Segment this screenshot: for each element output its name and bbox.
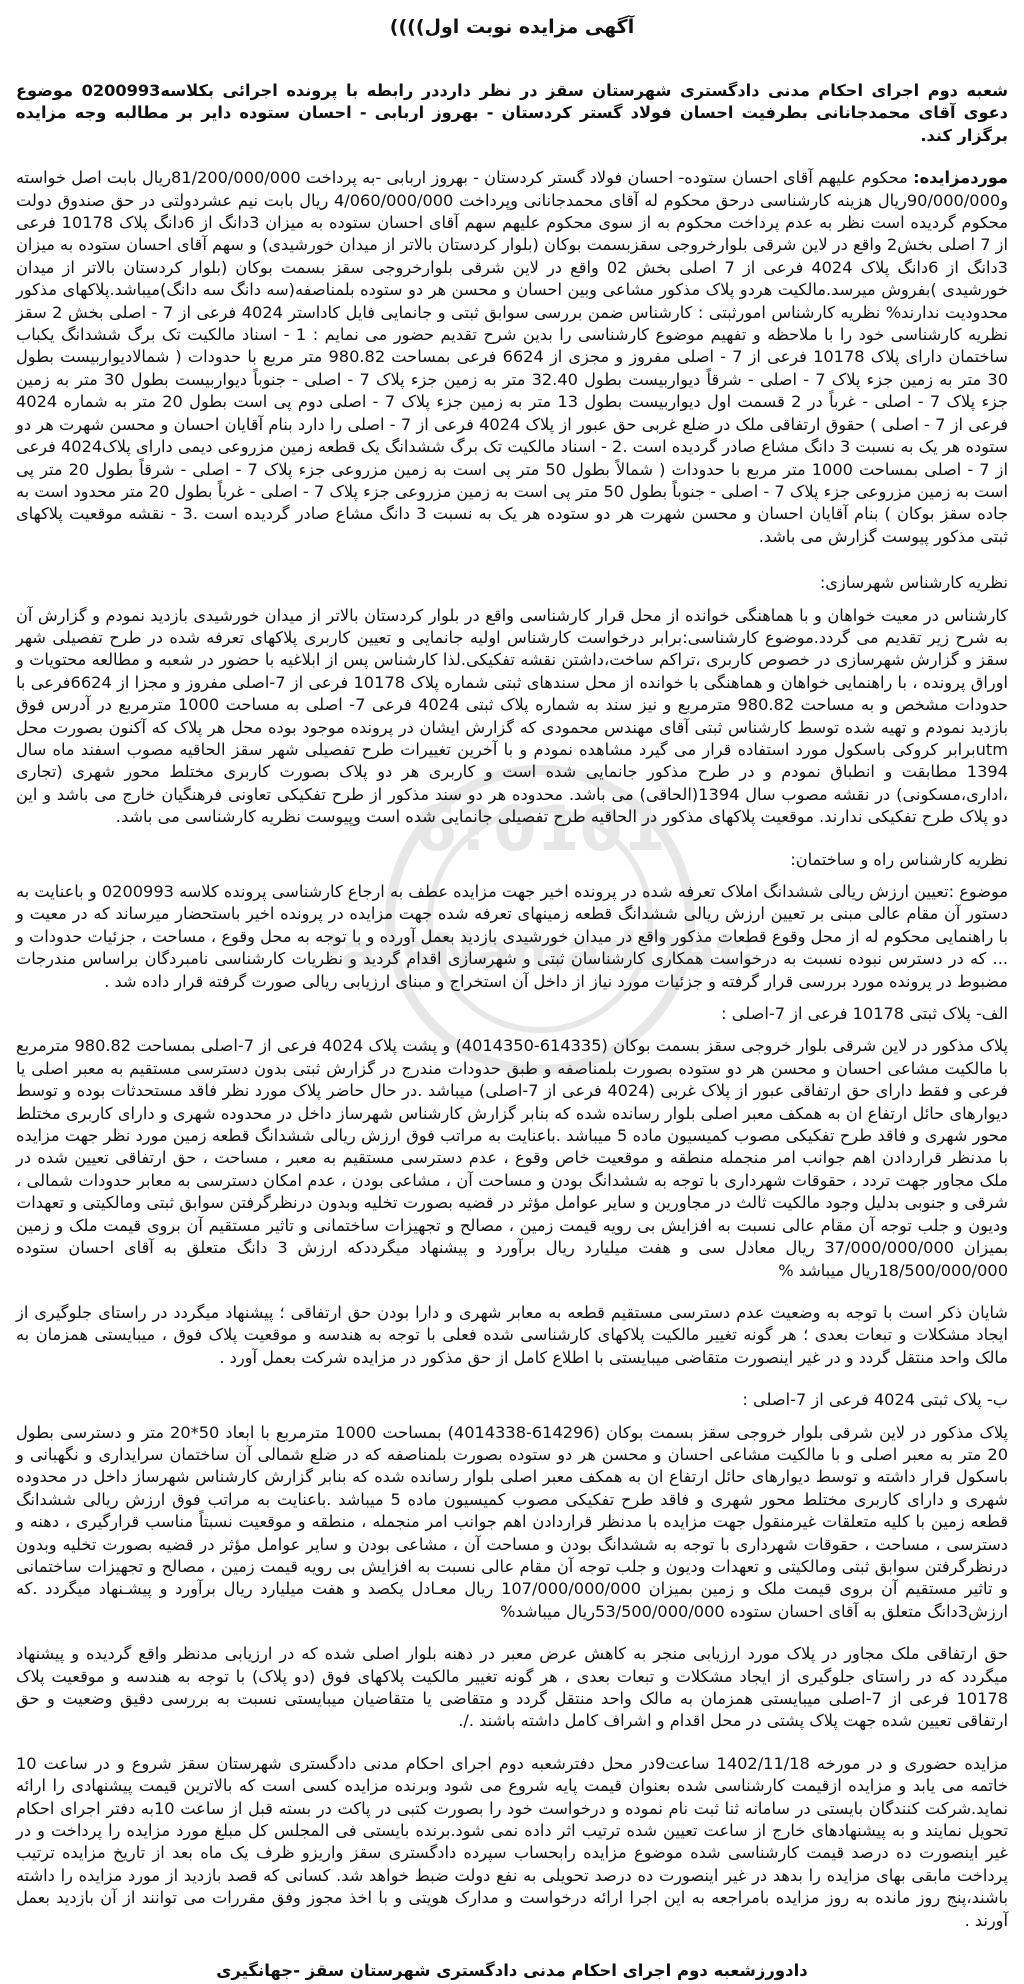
spacer	[16, 993, 1008, 1003]
plot-a-text: پلاک مذکور در لاین شرقی بلوار خروجی سقز بسمت بوکان (614335-4014350) و پشت پلاک 4024 فرعی از 7-اصلی بمساحت 980.82 مترمربع با مالکیت مشاعی احسان و محسن هر دو ستوده بصورت بلمناصفه و طبق حدودات مندرج در گزارش ثبتی بدون دسترسی مستقیم به معبر اصلی یا فرعی و فقط دارای حق ارتفاقی عبور از پلاک غربی (4024 فرعی از 7-اصلی) میباشد .در حال حاضر پلاک مورد نظر فاقد مستحدثات بوده و توسط دیوارهای حائل ارتفاع ان به همکف معبر اصلی بلوار رسانده شده که بنابر گزارش کارشناس شهرساز داخل در محدوده شهری و دارای کاربری مختلط محور شهری و فاقد طرح تفکیکی مصوب کمیسیون ماده 5 میباشد .باعنایت به مراتب فوق ارزش ریالی ششدانگ قطعه زمین مورد نظر جهت مزایده با مدنظر قراردادن اهم جوانب امر منجمله منطقه و موقعیت خاص وقوع ، عدم دسترسی مستقیم به معبر ، مساحت ، حق ارتفاقی تعیین شده در ملک مجاور جهت تردد ، حقوقات شهرداری با توجه به ششدانگ بودن و مساحت آن ، مشاعی بودن ، عدم امکان دسترسی به معابر حدودات شمالی ، شرقی و جنوبی بدلیل وجود مالکیت ثالث در مجاورین و سایر عوامل مؤثر در قضیه بصورت تخلیه وبدون درنظرگرفتن سوابق ثبتی ومالکیتی و تعهدات ودیون و جلب توجه آن مقام عالی نسبت به افزایش بی رویه قیمت زمین ، مصالح و تجهیزات ساختمانی و تاثیر مستقیم آن بروی قیمت ملک و زمین بمیزان 37/000/000/000 ریال معادل سی و هفت میلیارد ریال برآورد و پیشنهاد میگرددکه ارزش 3 دانگ متعلق به آقای احسان ستوده 18/500/000/000ریال میباشد %	[16, 1036, 1008, 1280]
watermark-number: 6?0101	[414, 792, 666, 865]
subject-paragraph	[16, 167, 1008, 548]
plot-b-heading: ب- پلاک ثبتی 4024 فرعی از 7-اصلی :	[742, 1390, 1008, 1410]
spacer	[16, 1733, 1008, 1753]
plot-b-note: حق ارتفاقی ملک مجاور در پلاک مورد ارزیابی منجر به کاهش عرض معبر در دهنه بلوار اصلی شده که در ارزیابی مدنظر واقع گردیده و پیشنهاد میگردد که در راستای جلوگیری از ایجاد مشکلات و تبعات بعدی ، هر گونه تغییر مالکیت پلاکهای فوق (دو پلاک) با توجه به هندسه و موقعیت پلاک 10178 فرعی از 7-اصلی میبایستی همزمان به مالک واحد منتقل گردد و متقاضی یا متقاضیان میبایستی نسبت به بررسی دقیق وضعیت و حق ارتفاقی تعیین شده جهت پلاک پشتی در محل اقدام و اشراف کامل داشته باشند ./.	[16, 1644, 1008, 1731]
plot-a-note: شایان ذکر است با توجه به وضعیت عدم دسترسی مستقیم قطعه به معابر شهری و دارا بودن حق ارتفاقی ؛ پیشنهاد میگردد در راستای جلوگیری از ایجاد مشکلات و تبعات بعدی ؛ هر گونه تغییر مالکیت پلاکهای کارشناسی شده فعلی با توجه به هندسه و موقعیت پلاک فوق ، میبایستی همزمان به مالک واحد منتقل گردد و در غیر اینصورت متقاضی میبایستی با اطلاع کامل از حق مذکور در مزایده شرکت بعمل آورد .	[16, 1302, 1008, 1367]
subject-label: موردمزایده:	[913, 168, 1008, 188]
signature-block	[16, 1958, 1008, 1984]
plot-b-text: پلاک مذکور در لاین شرقی بلوار خروجی سقز بسمت بوکان (614296-4014338) بمساحت 1000 مترمربع با ابعاد 50*20 متر و دسترسی بطول 20 متر به معبر اصلی و با مالکیت مشاعی احسان و محسن هر دو ستوده بصورت بلمناصفه که در ضلع شمالی آن ساختمان سرایداری و نگهبانی و باسکول قرار داشته و توسط دیوارهای حائل ارتفاع ان به همکف معبر اصلی بلوار رسانده شده که بنابر گزارش کارشناس شهرساز داخل در محدوده شهری و دارای کاربری مختلط محور شهری و فاقد طرح تفکیکی مصوب کمیسیون ماده 5 میباشد .باعنایت به مراتب فوق ارزش ریالی ششدانگ قطعه زمین با کلیه متعلقات غیرمنقول جهت مزایده با مدنظر قراردادن اهم جوانب امر منجمله ، منطقه و موقعیت نسبتاً مناسب قرارگیری ، دهنه و دسترسی ، مساحت ، حقوقات شهرداری با توجه به ششدانگ بودن و مساحت آن ، مشاعی بودن و سایر عوامل مؤثر در قضیه بصورت تخلیه وبدون درنظرگرفتن سوابق ثبتی ومالکیتی و تعهدات ودیون و جلب توجه آن مقام عالی نسبت به افزایش بی رویه قیمت زمین ، مصالح و تجهیزات ساختمانی و تاثیر مستقیم آن بروی قیمت ملک و زمین بمیزان 107/000/000/000 ریال معـادل یکصد و هفت میلیارد ریال برآورد و پیشـنهاد میگردد .که ارزش3دانگ متعلق به آقای احسان ستوده 53/500/000/000ریال میباشد%	[16, 1422, 1008, 1621]
notice-intro: شعبه دوم اجرای احکام مدنی دادگستری شهرستان سقز در نظر دارددر رابطه با پرونده اجرائی بکلاسه0200993 موضوع دعوی آقای محمدجانانی بطرفیت احسان فولاد گستر کردستان - بهروز اربابی - احسان ستوده دایر بر مطالبه وجه مزایده برگزار کند.	[16, 81, 1009, 145]
urban-text: کارشناس در معیت خواهان و با هماهنگی خوانده از محل قرار کارشناسی واقع در بلوار کردستان بالاتر از میدان خورشیدی بازدید نمودم و گزارش آن به شرح زیر تقدیم می گردد.موضوع کارشناسی:برابر درخواست کارشناس اولیه جانمایی و تعیین کاربری پلاکهای تعرفه شده در طرح تفصیلی شهر سقز و گزارش شهرسازی در خصوص کاربری ،تراکم ساخت،داشتن نقشه تفکیکی.لذا کارشناس پس از ابلاغیه با حضور در شعبه و مطالعه محتویات و اوراق پرونده ، با راهنمایی خواهان و هماهنگی با خوانده از محل سندهای ثبتی شماره پلاک 10178 فرعی از 7-اصلی مفروز و مجزا از 6624فرعی با حدودات مشخص و به مساحت 980.82 مترمربع و نیز سند به شماره پلاک ثبتی 4024 فرعی 7- اصلی به مساحت 1000 مترمربع در آدرس فوق بازدید نمودم و تهیه شده توسط کارشناس ثبتی آقای مهندس محمودی که گزارش ایشان در پرونده موجود بوده محل هر پلاک که آکنون بصورت محل utmبرابر کروکی باسکول مورد استفاده قرار می گیرد مشاهده نمودم و با آخرین تغییرات طرح تفصیلی شهر سقز الحاقیه مصوب اسفند ماه سال 1394 مطابقت و انطباق نمودم و در طرح مذکور جانمایی شده است و کاربری هر دو پلاک بصورت کاربری مختلط محور شهری (تجاری ،اداری،مسکونی) در نقشه مصوب سال 1394(الحاقی) می باشد. محدوده هر دو سند مذکور از طرح تفکیکی تعاونی فرهنگیان خارج می باشد و این دو پلاک طرح تفکیکی ندارند. موقعیت پلاکهای مذکور در الحاقیه طرح تفصیلی جانمایی شده است وپیوست نظریه کارشناسی می باشد.	[16, 605, 1009, 827]
spacer	[16, 1412, 1008, 1422]
signature-name: -جهانگیری	[216, 1961, 301, 1981]
spacer	[16, 1282, 1008, 1302]
watermark-site: arsNamadData	[340, 923, 750, 983]
signature-title: دادورزشعبه دوم اجرای احکام مدنی دادگستری شهرستان سقز	[305, 1961, 808, 1981]
auction-terms: مزایده حضوری و در مورخه 1402/11/18 ساعت9در محل دفترشعبه دوم اجرای احکام مدنی دادگستری شهرستان سقز شروع و در ساعت 10 خاتمه می یابد و مزایده ازقیمت کارشناسی شده بعنوان قیمت پایه شروع می شود وبرنده مزایده کسی است که بالاترین قیمت پیشنهادی را ارائه نماید.شرکت کنندگان بایستی در سامانه ثنا ثبت نام نموده و درخواست خود را بصورت کتبی در پاکت در بسته قبل از ساعت 10به دفتر اجرای احکام تحویل نمایند و به پیشنهادهای خارج از ساعت تعیین شده ترتیب اثر داده نمی شود.برنده بایستی فی المجلس کل مبلغ مورد مزایده را پرداخت و در غیر اینصورت ده درصد قیمت کارشناسی شده موضوع مزایده رابحساب سپرده دادگستری سقز واریزو ظرف یک ماه بعد از تاریخ مزایده ترتیب پرداخت مابقی بهای مزایده را بدهد در غیر اینصورت ده درصد تحویلی به نفع دولت ضبط خواهد شد. کسانی که قصد بازدید از مورد مزایده را داشته باشند،پنج روز مانده به روز مزایده بامراجعه به این اجرا ارائه درخواست و مدارک هویتی و با اخذ مجوز وفق مقررات می توانند از آن بازدید بعمل آورند .	[16, 1753, 1008, 1930]
plot-a-heading: الف- پلاک ثبتی 10178 فرعی از 7-اصلی :	[721, 1004, 1008, 1024]
building-heading: نظریه کارشناس راه و ساختمان:	[790, 849, 1008, 869]
signature-line	[16, 1958, 1008, 1984]
spacer	[16, 1369, 1008, 1389]
notice-title: آگهی مزایده نوبت اول))))	[389, 16, 635, 38]
spacer	[16, 871, 1008, 881]
spacer	[16, 548, 1008, 572]
building-text: موضوع :تعیین ارزش ریالی ششدانگ املاک تعرفه شده در پرونده اخیر جهت مزایده عطف به ارجاع کارشناسی پرونده کلاسه 0200993 و باعنایت به دستور آن مقام عالی مبنی بر تعیین ارزش ریالی ششدانگ قطعه زمینهای تعرفه شده جهت مزایده در پرونده اخیر باستحضار میرساند که در معیت و با راهنمایی محکوم له از محل وقوع قطعات مذکور واقع در میدان خورشیدی بازدید بعمل آورده و با توجه به محل وقوع ، مساحت ، جزئیات حدودات و ... که در دسترس نبوده نسبت به درخواست همکاری کارشناسان ثبتی و شهرسازی اقدام گردید و نظریات کارشناسی نامبردگان براساس مندرجات مضبوط در پرونده مورد بررسی قرار گرفته و جزئیات مورد نیاز از داخل آن استخراج و مبنای ارزیابی ریالی صورت گرفته قرار داده شد .	[16, 882, 1008, 991]
spacer	[16, 595, 1008, 605]
subject-text: محکوم علیهم آقای احسان ستوده- احسان فولاد گستر کردستان - بهروز اربابی -به پرداخت 81/200/000/000ریال بابت اصل خواسته و90/000/000ریال هزینه کارشناسی درحق محکوم له آقای محمدجانانی وپرداخت 4/060/000/000 ریال بابت نیم عشردولتی در حق صندوق دولت محکوم گردیده است نظر به عدم پرداخت محکوم به از سوی محکوم علیهم سهم آقای احسان ستوده به میزان 3دانگ از 6دانگ پلاک 10178 فرعی از 7 اصلی بخش2 واقع در لاین شرقی بلوارخروجی سقزبسمت بوکان (بلوار کردستان بالاتر از میدان خورشیدی) و سهم آقای احسان ستوده به میزان 3دانگ از 6دانگ پلاک 4024 فرعی از 7 اصلی بخش 02 واقع در لاین شرقی بلوارخروجی سقز بسمت بوکان (بلوار کردستان بالاتر از میدان خورشیدی )بفروش میرسد.مالکیت هردو پلاک مذکور مشاعی وبین احسان و محسن هر دو ستوده بلمناصفه(سه دانگ سه دانگ)میباشد.پلاکهای مذکور محدودیت ندارند% نظریه کارشناس امورثبتی : کارشناس ضمن بررسی سوابق ثبتی و جانمایی فایل کاداستر 4024 فرعی از 7 - اصلی بخش 2 سقز نظریه کارشناسی خود را با ملاحظه و تفهیم موضوع کارشناسی را بدین شرح تقدیم حضور می نمایم : 1 - اسناد مالکیت تک برگ ششدانگ یکباب ساختمان دارای پلاک 10178 فرعی از 7 - اصلی مفروز و مجزی از 6624 فرعی بمساحت 980.82 متر مربع با حدودات ( شمالادیواربیست بطول 30 متر به زمین جزء پلاک 7 - اصلی - شرقاً دیواربیست بطول 32.40 متر به زمین جزء پلاک 7 - اصلی - جنوباً دیواربیست بطول 30 متر به زمین جزء پلاک 7 - اصلی - غرباً در 2 قسمت اول دیواربیست بطول 13 متر به زمین جزء پلاک 7 - اصلی دوم پی است بطول 20 متر به شماره 4024 فرعی از 7 - اصلی ) حقوق ارتفاقی ملک در ضلع غربی حق عبور از پلاک 4024 فرعی از 7 - اصلی را دارد بنام آقایان احسان و محسن شهرت هر دو ستوده هر یک به نسبت 3 دانگ مشاع صادر گردیده است .2 - اسناد مالکیت تک برگ ششدانگ یک قطعه زمین مزروعی دیمی دارای پلاک4024 فرعی از 7 - اصلی بمساحت 1000 متر مربع با حدودات ( شمالاً بطول 50 متر پی است به زمین مزروعی جزء پلاک 7 - اصلی - شرقاً بطول 20 متر پی است به زمین مزروعی جزء پلاک 7 - اصلی - جنوباً بطول 50 متر پی است به زمین مزروعی جزء پلاک 7 - اصلی - غرباً بطول 20 متر محدود است به جاده سقز بوکان ) بنام آقایان احسان و محسن شهرت هر دو ستوده هر یک به نسبت 3 دانگ مشاع صادر گردیده است .3 - نقشه موقعیت پلاکهای ثبتی مذکور پیوست گزارش می باشد.	[16, 168, 1009, 546]
urban-heading: نظریه کارشناس شهرسازی:	[819, 573, 1008, 593]
spacer	[16, 1623, 1008, 1643]
spacer	[16, 829, 1008, 849]
spacer	[16, 1025, 1008, 1035]
